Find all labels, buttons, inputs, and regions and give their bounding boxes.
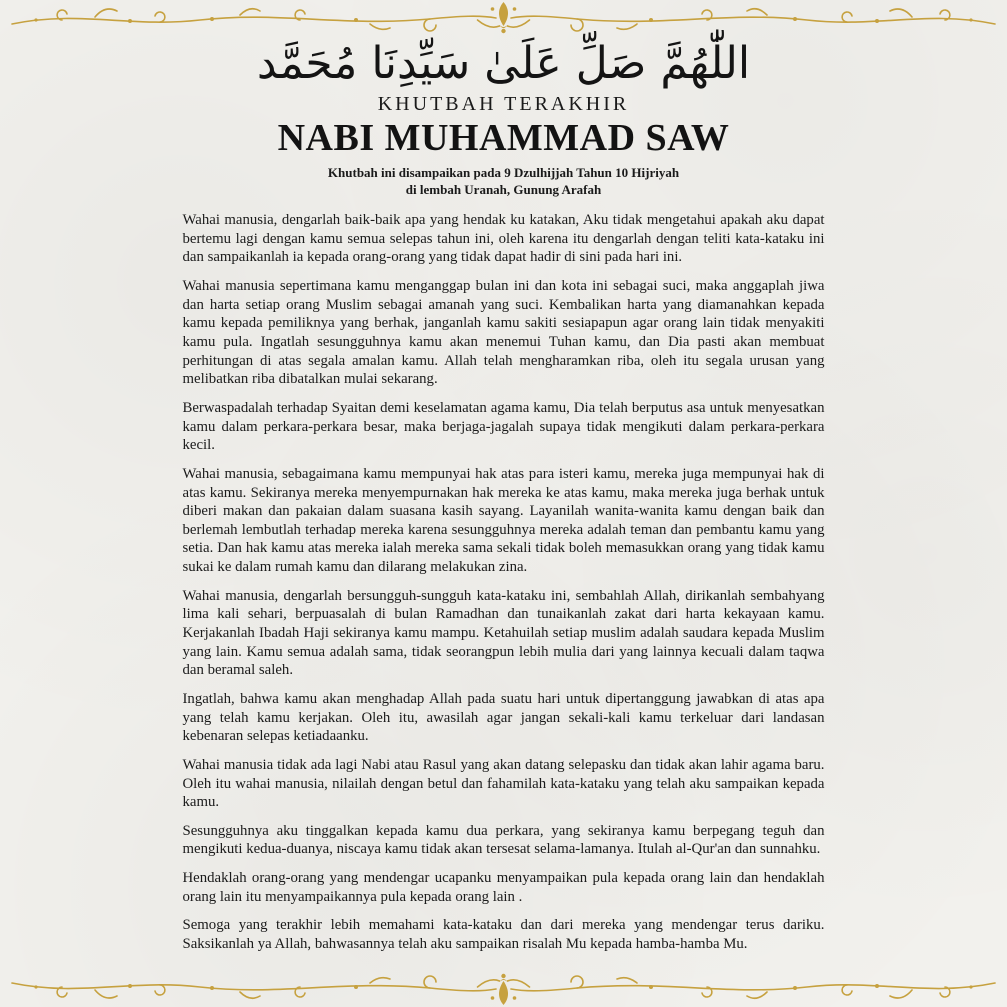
ornament-bottom-container bbox=[0, 973, 1007, 1007]
subtitle-line-1: Khutbah ini disampaikan pada 9 Dzulhijjah Tahun 10 Hijriyah bbox=[327, 164, 680, 180]
sermon-paragraph-8: Sesungguhnya aku tinggalkan kepada kamu dua perkara, yang sekiranya kamu berpegang teguh dan mengikuti kedua-duanya, niscaya kamu tidak akan tersesat selama-lamanya. Itulah al-Qur'an dan sunnahku. bbox=[182, 822, 825, 858]
sermon-paragraph-5: Wahai manusia, dengarlah bersungguh-sungguh kata-kataku ini, sembahlah Allah, dirikanlah sembahyang lima kali sehari, berpuasalah di bulan Ramadhan dan tunaikanlah zakat dari harta kekayaan kamu. Kerjakanlah Ibadah Haji sekiranya kamu mampu. Ketahuilah setiap muslim adalah saudara kepada Muslim yang lain. Kamu semua adalah sama, tidak seorangpun lebih mulia dari yang lainnya kecuali dalam taqwa dan beramal saleh. bbox=[182, 587, 825, 679]
sermon-header bbox=[0, 34, 1007, 198]
sermon-paragraph-1: Wahai manusia, dengarlah baik-baik apa yang hendak ku katakan, Aku tidak mengetahui apakah aku dapat bertemu lagi dengan kamu semua selepas tahun ini, oleh karena itu dengarlah dengan teliti kata-kataku ini dan sampaikanlah ia kepada orang-orang yang tidak dapat hadir di sini pada hari ini. bbox=[182, 212, 825, 266]
sermon-paragraph-4: Wahai manusia, sebagaimana kamu mempunyai hak atas para isteri kamu, mereka juga mempunyai hak di atas kamu. Sekiranya mereka menyempurnakan hak mereka ke atas kamu, maka mereka juga berhak untuk diberi makan dan pakaian dalam suasana kasih sayang. Layanilah wanita-wanita kamu dengan baik dan berlemah lembutlah terhadap mereka karena sesungguhnya mereka adalah teman dan pembantu kamu yang setia. Dan hak kamu atas mereka ialah mereka sama sekali tidak boleh memasukkan orang yang tidak kamu sukai ke dalam rumah kamu dan dilarang melakukan zina. bbox=[182, 465, 825, 576]
sermon-paragraph-10: Semoga yang terakhir lebih memahami kata-kataku dan dari mereka yang mendengar terus dariku. Saksikanlah ya Allah, bahwasannya telah aku sampaikan risalah Mu kepada hamba-hamba Mu. bbox=[182, 917, 825, 952]
sermon-paragraph-2: Wahai manusia sepertimana kamu menganggap bulan ini dan kota ini sebagai suci, maka anggaplah jiwa dan harta setiap orang Muslim sebagai amanah yang suci. Kembalikan harta yang diamanahkan kepada kamu kepada pemiliknya yang berhak, janganlah kamu sakiti sesiapapun agar orang lain tidak menyakiti kamu pula. Ingatlah sesungguhnya kamu akan menemui Tuhan kamu, dan Dia pasti akan membuat perhitungan di atas segala amalan kamu. Allah telah mengharamkan riba, oleh itu segala urusan yang melibatkan riba dibatalkan mulai sekarang. bbox=[182, 278, 825, 388]
page-title: NABI MUHAMMAD SAW bbox=[277, 117, 730, 159]
sermon-paragraph-3: Berwaspadalah terhadap Syaitan demi keselamatan agama kamu, Dia telah berputus asa untuk menyesatkan kamu dalam perkara-perkara besar, maka berjaga-jagalah supaya tidak mengikuti dalam perkara-perkara kecil. bbox=[182, 399, 825, 454]
sermon-paragraph-6: Ingatlah, bahwa kamu akan menghadap Allah pada suatu hari untuk dipertanggung jawabkan di atas apa yang telah kamu kerjakan. Oleh itu, awasilah agar jangan sekali-kali kamu terkeluar dari landasan kebenaran selepas ketiadaanku. bbox=[182, 690, 825, 745]
arabic-calligraphy: اللّٰهُمَّ صَلِّ عَلَىٰ سَيِّدِنَا مُحَمَّد bbox=[256, 38, 751, 89]
sermon-body bbox=[183, 211, 825, 963]
sermon-paragraph-7: Wahai manusia tidak ada lagi Nabi atau Rasul yang akan datang selepasku dan tidak akan lahir agama baru. Oleh itu wahai manusia, nilailah dengan betul dan fahamilah kata-kataku yang telah aku sampaikan kepada kamu. bbox=[182, 756, 825, 811]
subtitle-line-2: di lembah Uranah, Gunung Arafah bbox=[405, 182, 602, 198]
sermon-paragraph-9: Hendaklah orang-orang yang mendengar ucapanku menyampaikan pula kepada orang lain dan hendaklah orang lain itu menyampaikannya pula kepada orang lain . bbox=[182, 870, 825, 905]
title-khutbah-terakhir: KHUTBAH TERAKHIR bbox=[377, 93, 630, 115]
ornament-flourish-top-icon bbox=[0, 0, 1007, 34]
ornament-flourish-bottom-icon bbox=[0, 973, 1007, 1007]
